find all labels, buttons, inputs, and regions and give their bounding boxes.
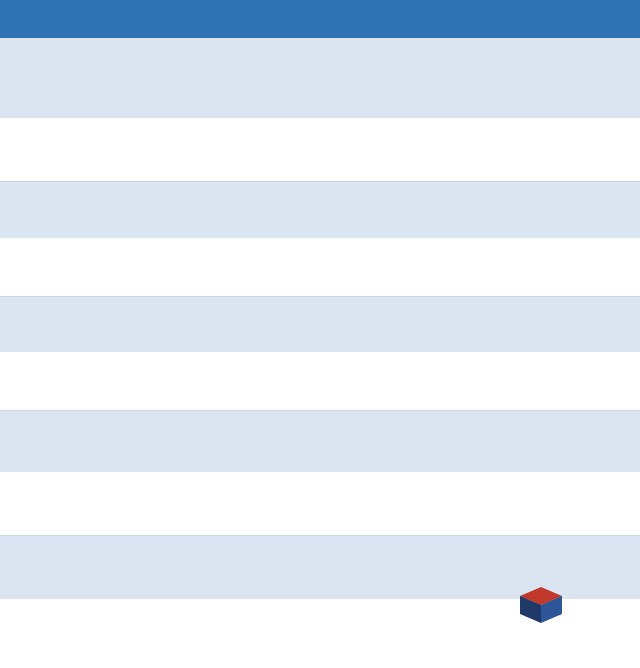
cell-dept xyxy=(88,38,178,118)
header-dept xyxy=(88,0,178,38)
cell-doc xyxy=(178,410,368,472)
cell-content xyxy=(368,118,640,181)
cell-content xyxy=(368,296,640,352)
cell-time xyxy=(0,118,88,181)
obai-watermark xyxy=(478,585,633,663)
cell-doc xyxy=(178,118,368,181)
table-row xyxy=(0,410,640,472)
cell-content xyxy=(368,181,640,238)
cell-dept xyxy=(88,118,178,181)
cell-time xyxy=(0,181,88,238)
cell-dept xyxy=(88,535,178,599)
cell-doc xyxy=(178,38,368,118)
table-row xyxy=(0,181,640,238)
cell-doc xyxy=(178,352,368,410)
cube-logo-icon xyxy=(518,585,564,625)
header-time xyxy=(0,0,88,38)
cell-time xyxy=(0,296,88,352)
cell-dept xyxy=(88,296,178,352)
table-row xyxy=(0,352,640,410)
cell-time xyxy=(0,410,88,472)
table-row xyxy=(0,38,640,118)
cell-time xyxy=(0,472,88,535)
cell-doc xyxy=(178,296,368,352)
cell-dept xyxy=(88,238,178,296)
table-row xyxy=(0,296,640,352)
cell-doc xyxy=(178,238,368,296)
table-row xyxy=(0,472,640,535)
cell-dept xyxy=(88,352,178,410)
header-content xyxy=(368,0,640,38)
cell-dept xyxy=(88,410,178,472)
cell-time xyxy=(0,238,88,296)
cell-time xyxy=(0,38,88,118)
cell-doc xyxy=(178,535,368,599)
cell-time xyxy=(0,535,88,599)
table-row xyxy=(0,238,640,296)
table-row xyxy=(0,118,640,181)
cell-dept xyxy=(88,181,178,238)
cell-time xyxy=(0,352,88,410)
header-doc xyxy=(178,0,368,38)
cell-content xyxy=(368,38,640,118)
cell-doc xyxy=(178,472,368,535)
cell-content xyxy=(368,352,640,410)
cell-dept xyxy=(88,472,178,535)
cell-content xyxy=(368,238,640,296)
cell-doc xyxy=(178,181,368,238)
table-header-row xyxy=(0,0,640,38)
cell-content xyxy=(368,472,640,535)
cell-content xyxy=(368,410,640,472)
